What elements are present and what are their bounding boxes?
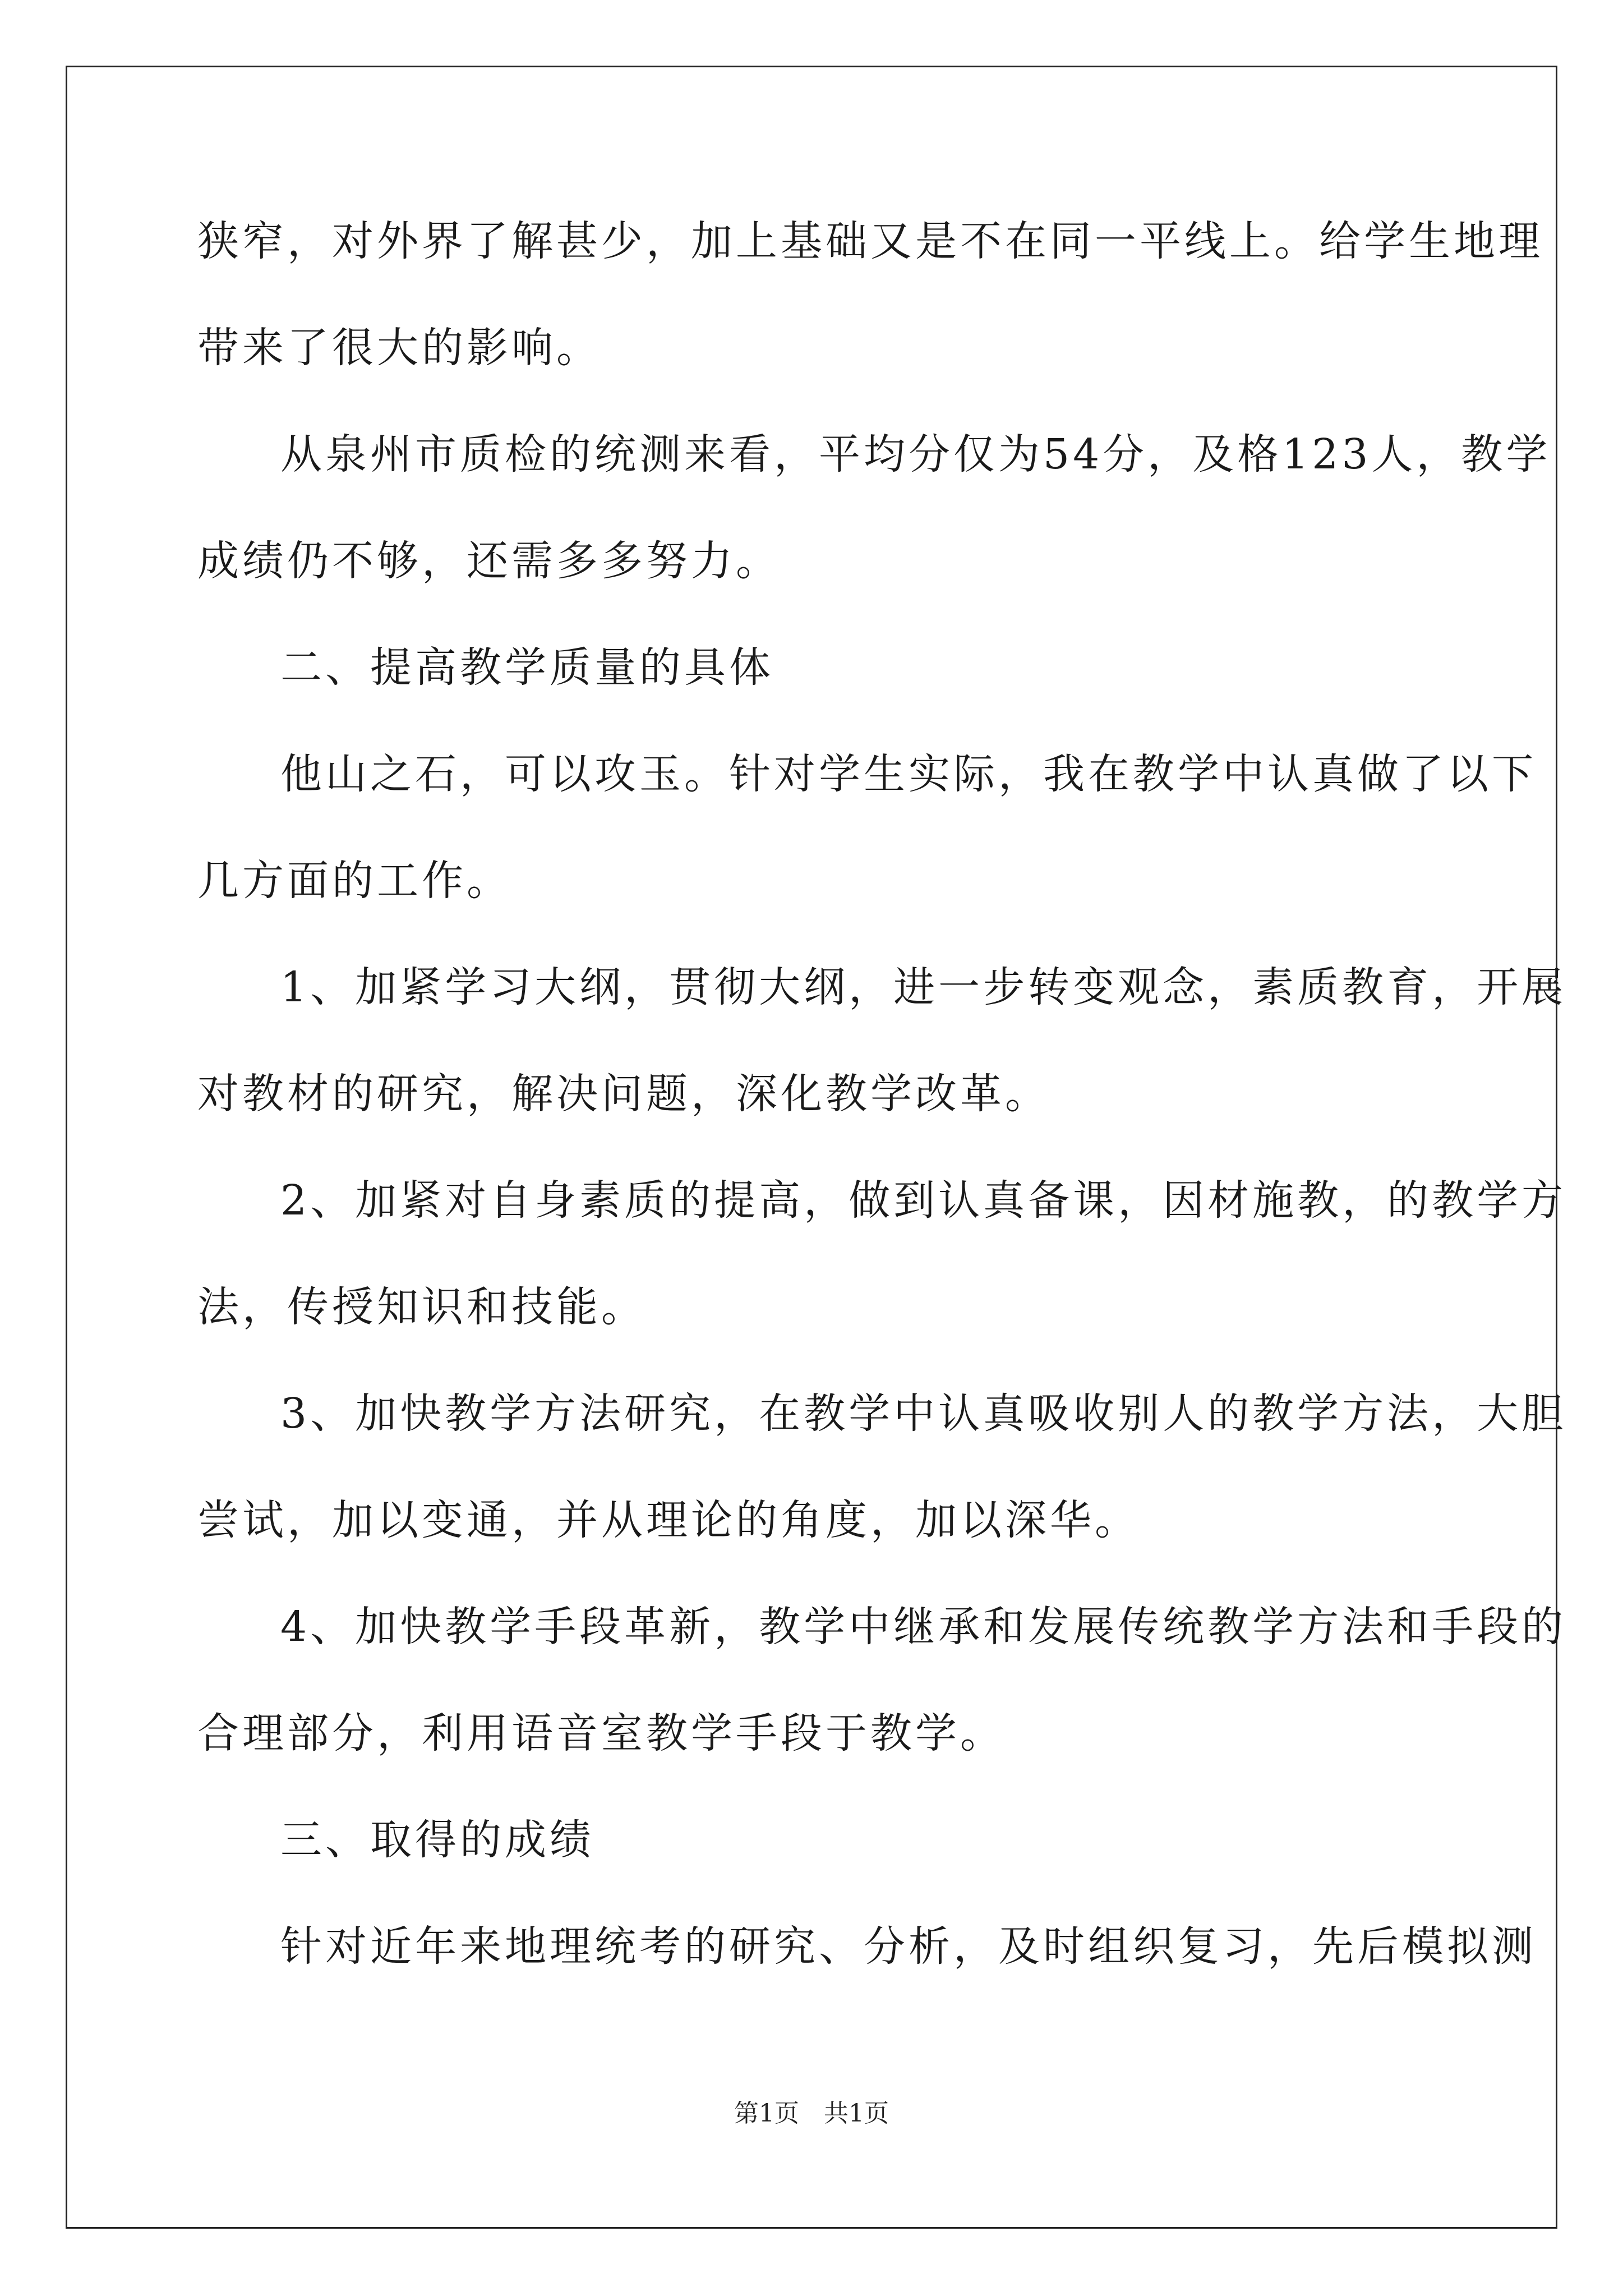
text-line-17: 针对近年来地理统考的研究、分析，及时组织复习，先后模拟测 [280, 1922, 1537, 1971]
text-line-3: 从泉州市质检的统测来看，平均分仅为54分，及格123人，教学 [280, 430, 1551, 478]
text-line-8: 1、加紧学习大纲，贯彻大纲，进一步转变观念，素质教育，开展 [280, 963, 1567, 1011]
page-total: 共1页 [824, 2099, 889, 2128]
page-number: 第1页 [734, 2099, 799, 2128]
text-line-11: 法，传授知识和技能。 [197, 1283, 646, 1331]
text-line-2: 带来了很大的影响。 [197, 324, 601, 372]
text-line-4: 成绩仍不够，还需多多努力。 [197, 537, 781, 585]
section-heading-3: 三、取得的成绩 [280, 1816, 594, 1864]
text-line-15: 合理部分，利用语音室教学手段于教学。 [197, 1709, 1005, 1757]
text-line-1: 狭窄，对外界了解甚少，加上基础又是不在同一平线上。给学生地理 [197, 217, 1543, 265]
text-line-10: 2、加紧对自身素质的提高，做到认真备课，因材施教，的教学方 [280, 1176, 1567, 1225]
text-line-7: 几方面的工作。 [197, 857, 511, 905]
text-line-6: 他山之石，可以攻玉。针对学生实际，我在教学中认真做了以下 [280, 750, 1537, 798]
section-heading-2: 二、提高教学质量的具体 [280, 643, 774, 692]
text-line-12: 3、加快教学方法研究，在教学中认真吸收别人的教学方法，大胆 [280, 1389, 1567, 1438]
page-frame [66, 66, 1557, 2229]
page-footer [0, 2097, 1623, 2131]
text-line-9: 对教材的研究，解决问题，深化教学改革。 [197, 1070, 1050, 1118]
text-line-14: 4、加快教学手段革新，教学中继承和发展传统教学方法和手段的 [280, 1603, 1567, 1651]
text-line-13: 尝试，加以变通，并从理论的角度，加以深华。 [197, 1496, 1140, 1544]
